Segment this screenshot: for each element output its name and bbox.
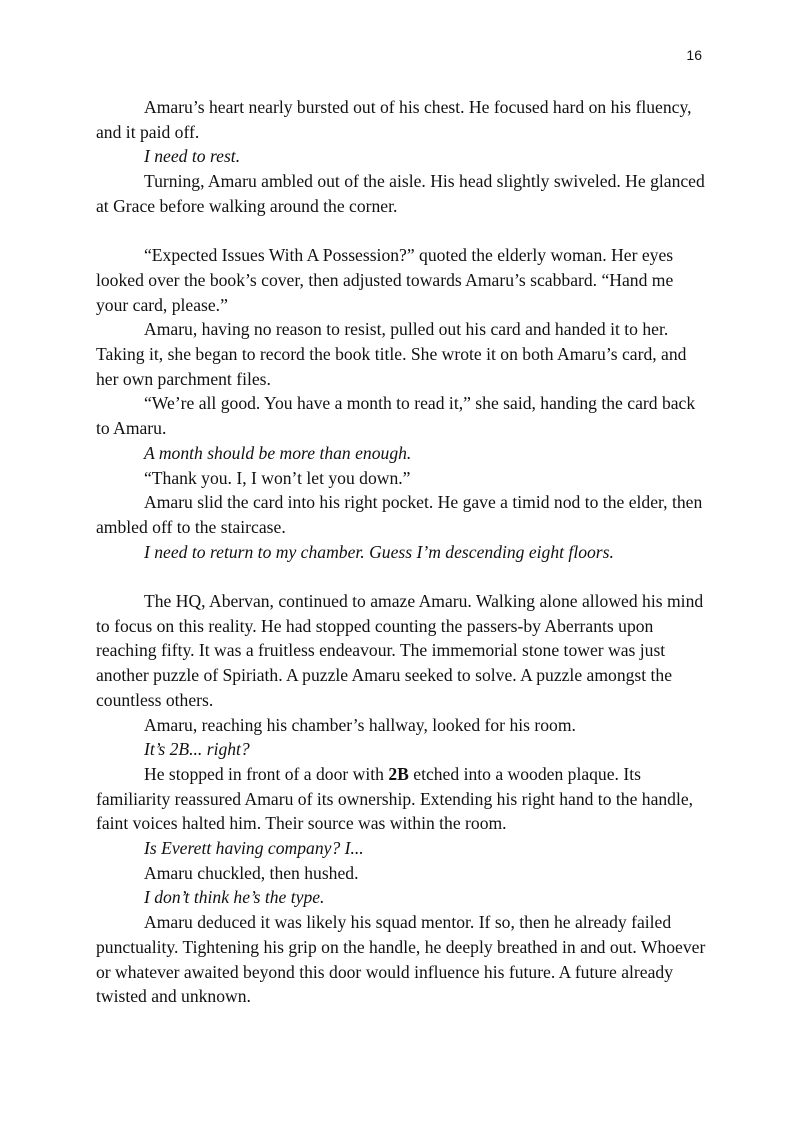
paragraph-15-thought: Is Everett having company? I... xyxy=(144,838,364,859)
paragraph-1: Amaru’s heart nearly bursted out of his chest. He focused hard on his fluency, and it paid off. xyxy=(96,97,692,142)
paragraph-8: “Thank you. I, I won’t let you down.” xyxy=(144,467,411,488)
scene-break xyxy=(96,219,706,244)
paragraph-11: The HQ, Abervan, continued to amaze Amaru. Walking alone allowed his mind to focus on this reality. He had stopped counting the passers-by Aberrants upon reaching fifty. It was a fruitless endeavour. The immemorial stone tower was just another puzzle of Spiriath. A puzzle Amaru seeked to solve. A puzzle amongst the countless others. xyxy=(96,591,704,710)
body-text xyxy=(96,95,706,1009)
paragraph-6: “We’re all good. You have a month to read it,” she said, handing the card back to Amaru. xyxy=(96,393,696,439)
paragraph-5: Amaru, having no reason to resist, pulled out his card and handed it to her. Taking it, she began to record the book title. She wrote it on both Amaru’s card, and her own parchment files. xyxy=(96,319,687,389)
page-number: 16 xyxy=(686,47,702,63)
scene-break xyxy=(96,564,706,589)
paragraph-14-text-before: He stopped in front of a door with xyxy=(144,763,389,784)
paragraph-12: Amaru, reaching his chamber’s hallway, looked for his room. xyxy=(144,714,576,735)
paragraph-9: Amaru slid the card into his right pocket. He gave a timid nod to the elder, then ambled off to the staircase. xyxy=(96,492,703,537)
room-number-bold: 2B xyxy=(388,763,409,784)
paragraph-14 xyxy=(96,762,706,836)
paragraph-10-thought: I need to return to my chamber. Guess I’m descending eight floors. xyxy=(144,541,614,562)
paragraph-16: Amaru chuckled, then hushed. xyxy=(144,862,359,883)
paragraph-18: Amaru deduced it was likely his squad mentor. If so, then he already failed punctuality. Tightening his grip on the handle, he deeply breathed in and out. Whoever or whatever awaited beyond this door would influence his future. A future already twisted and unknown. xyxy=(96,912,706,1007)
paragraph-4: “Expected Issues With A Possession?” quoted the elderly woman. Her eyes looked over the book’s cover, then adjusted towards Amaru’s scabbard. “Hand me your card, please.” xyxy=(96,245,674,315)
paragraph-3: Turning, Amaru ambled out of the aisle. His head slightly swiveled. He glanced at Grace before walking around the corner. xyxy=(96,171,705,216)
paragraph-14-text-after: etched into a wooden plaque. Its familiarity reassured Amaru of its ownership. Extending his right hand to the handle, faint voices halted him. Their source was within the room. xyxy=(96,763,694,834)
paragraph-2-thought: I need to rest. xyxy=(144,146,241,167)
paragraph-13-thought: It’s 2B... right? xyxy=(144,739,250,760)
paragraph-17-thought: I don’t think he’s the type. xyxy=(144,887,325,908)
paragraph-7-thought: A month should be more than enough. xyxy=(144,442,412,463)
